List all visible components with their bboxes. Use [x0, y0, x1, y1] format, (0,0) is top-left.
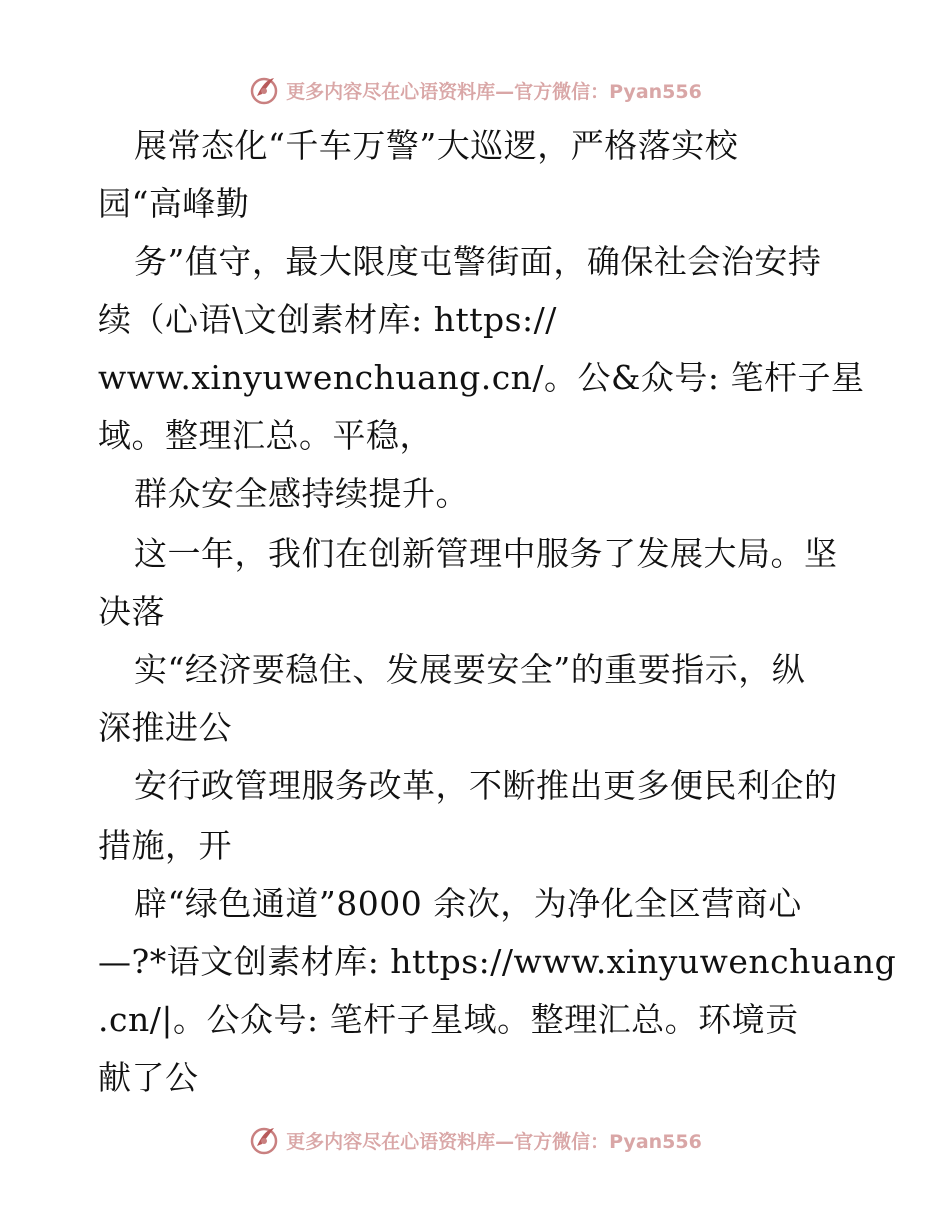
body-line-13: 措施，开: [98, 826, 232, 865]
body-line-11: 深推进公: [98, 708, 232, 747]
logo-icon: [248, 1124, 280, 1156]
body-line-9: 决落: [98, 592, 165, 631]
header-watermark-banner: [0, 72, 950, 108]
body-line-1: 展常态化“千车万警”大巡逻，严格落实校: [134, 126, 739, 165]
body-line-7: 群众安全感持续提升。: [134, 474, 469, 513]
logo-icon: [248, 74, 280, 106]
body-line-2: 园“高峰勤: [98, 184, 250, 223]
footer-watermark-banner: [0, 1122, 950, 1158]
body-line-10: 实“经济要稳住、发展要安全”的重要指示，纵: [134, 650, 806, 689]
body-line-17: 献了公: [98, 1058, 199, 1097]
footer-watermark-text: 更多内容尽在心语资料库—官方微信：Pyan556: [286, 1130, 702, 1153]
body-line-15: —?*语文创素材库: https://www.xinyuwenchuang: [98, 942, 897, 981]
body-line-4: 续（心语\文创素材库: https://: [98, 300, 557, 339]
header-watermark-text: 更多内容尽在心语资料库—官方微信：Pyan556: [286, 80, 702, 103]
body-line-8: 这一年，我们在创新管理中服务了发展大局。坚: [134, 534, 838, 573]
body-line-6: 域。整理汇总。平稳，: [98, 416, 433, 455]
body-line-16: .cn/|。公众号: 笔杆子星域。整理汇总。环境贡: [98, 1000, 799, 1039]
body-line-5: www.xinyuwenchuang.cn/。公&众号: 笔杆子星: [98, 358, 865, 397]
body-line-14: 辟“绿色通道”8000 余次，为净化全区营商心: [134, 884, 802, 923]
body-line-12: 安行政管理服务改革，不断推出更多便民利企的: [134, 766, 838, 805]
body-line-3: 务”值守，最大限度屯警街面，确保社会治安持: [134, 242, 822, 281]
